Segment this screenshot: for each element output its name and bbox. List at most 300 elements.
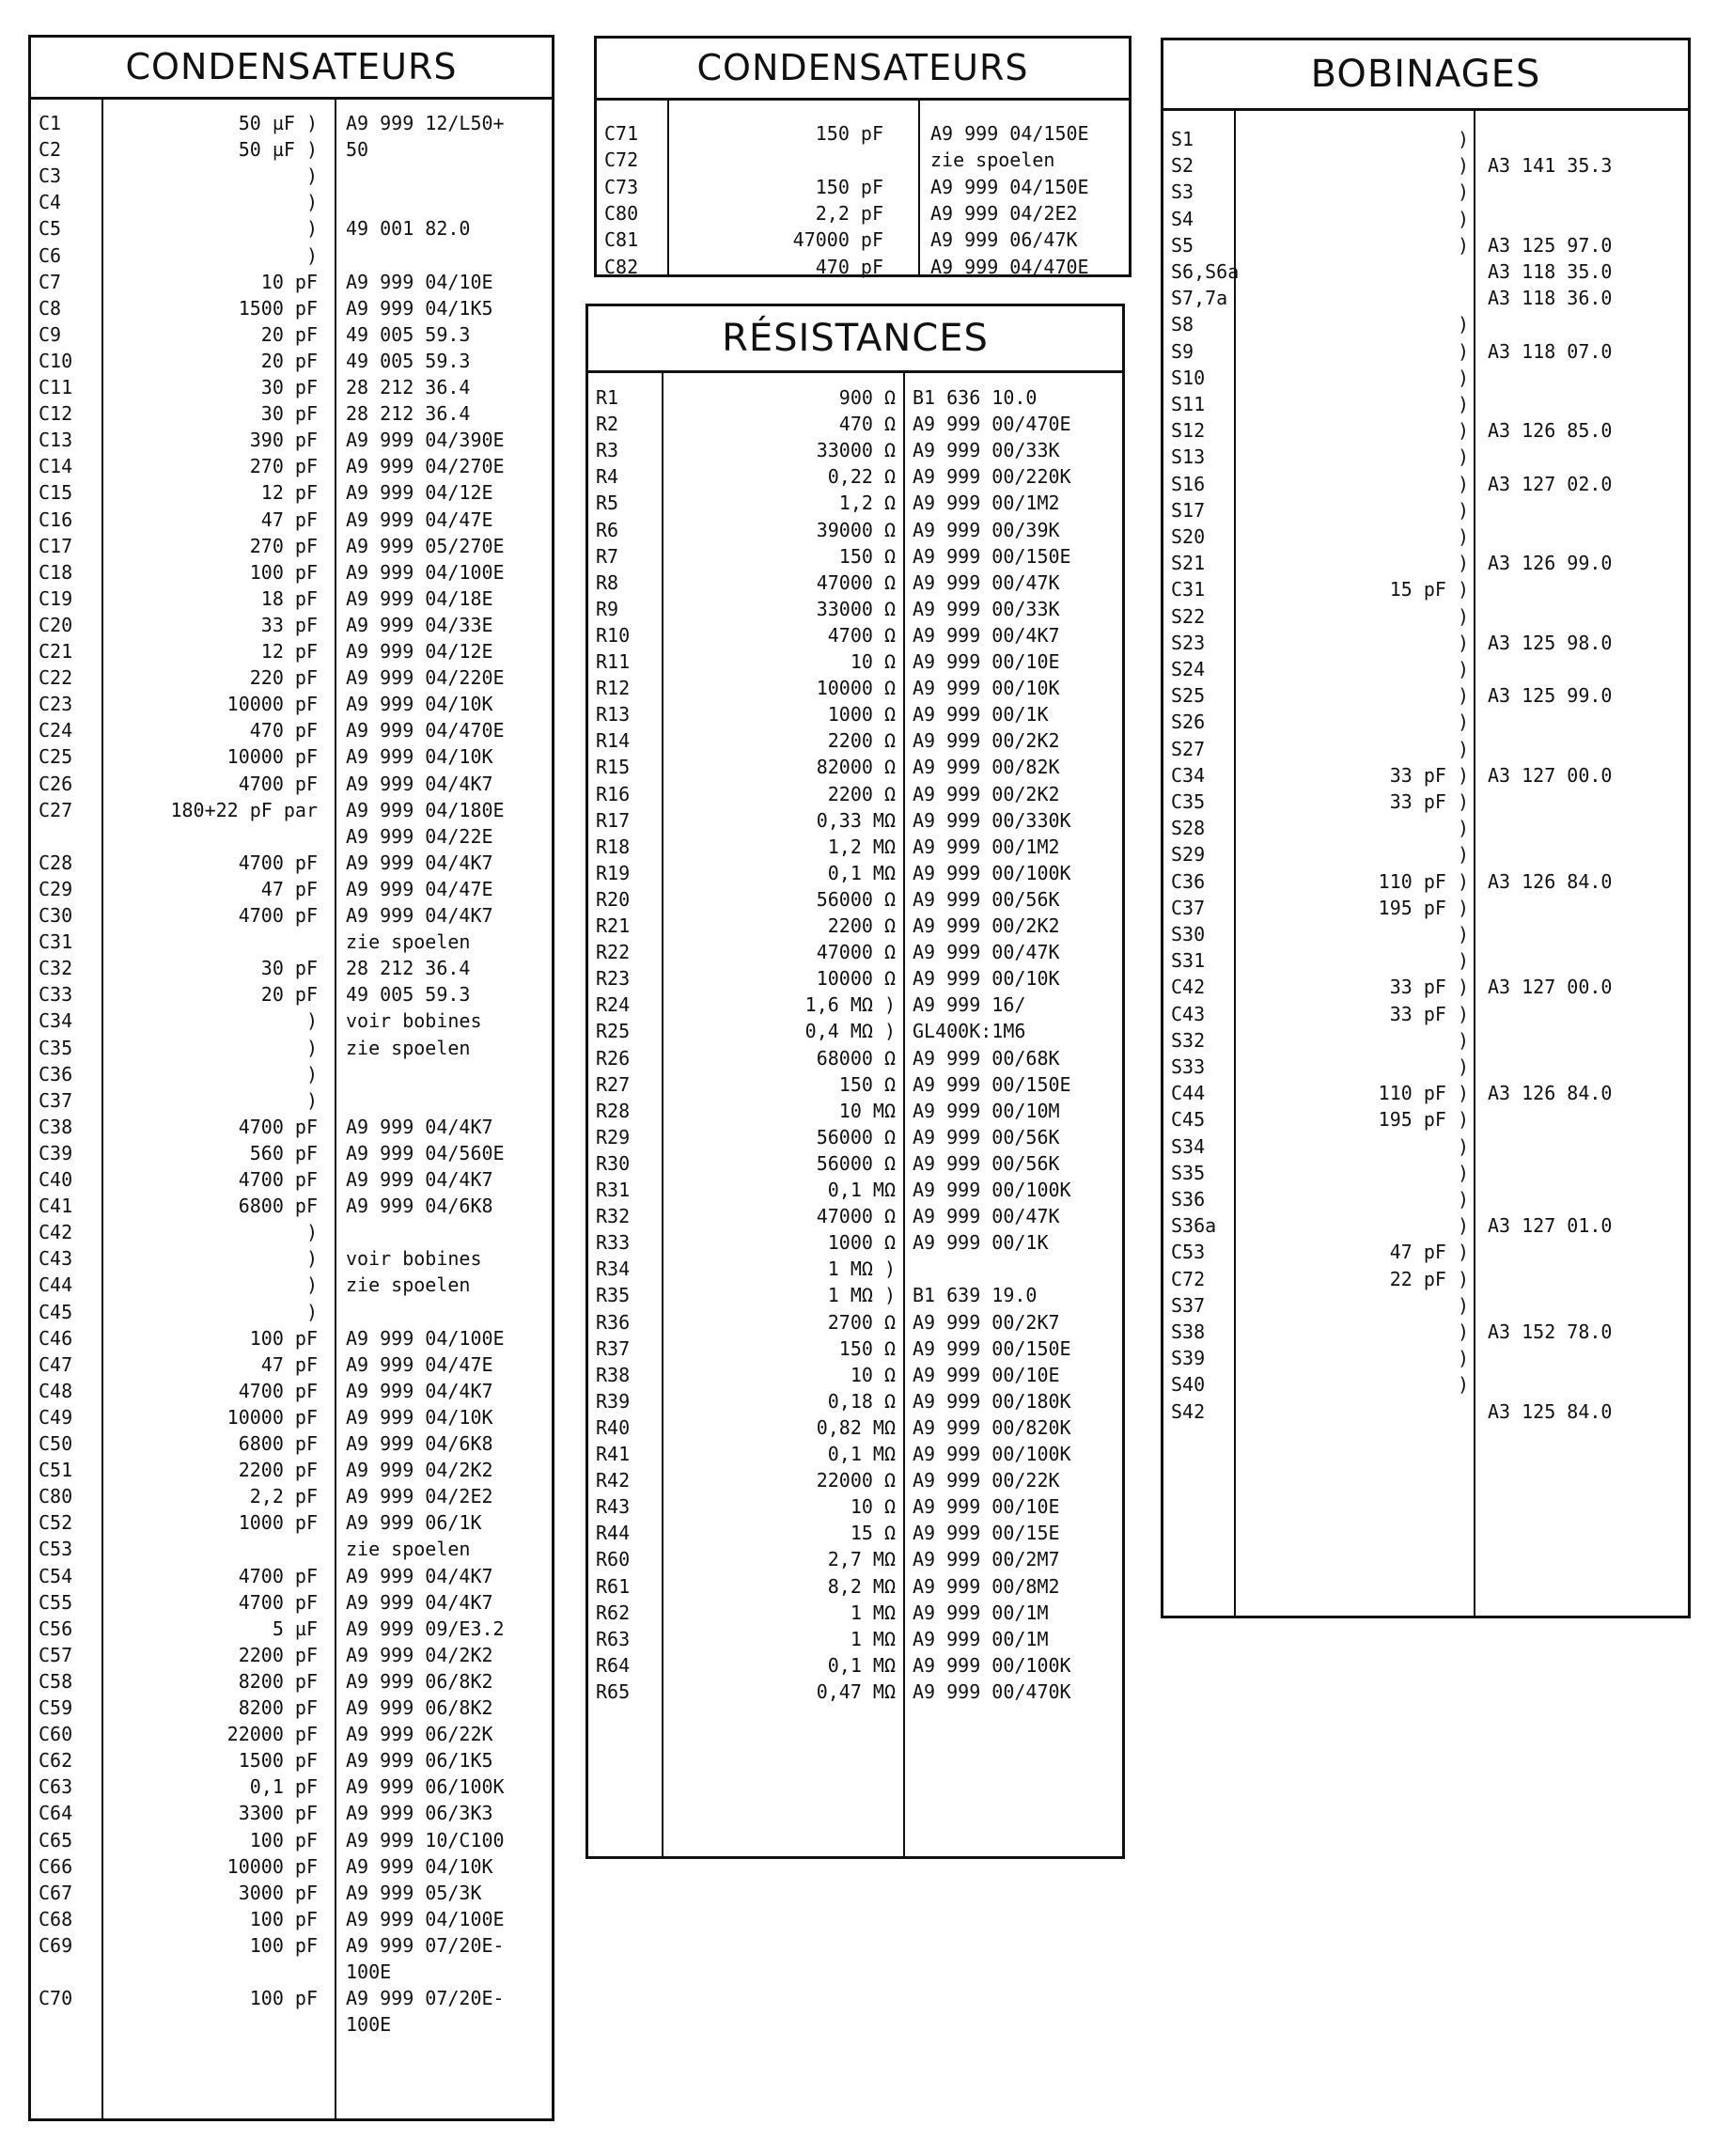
part-number: A9 999 06/100K bbox=[346, 1775, 505, 1799]
component-ref: C45 bbox=[1171, 1108, 1206, 1132]
component-value: 56000 Ω bbox=[816, 1125, 896, 1148]
component-ref: C69 bbox=[39, 1933, 73, 1957]
component-value: 33 pF ) bbox=[1389, 976, 1469, 999]
part-number: zie spoelen bbox=[346, 1273, 471, 1297]
component-ref: R11 bbox=[596, 650, 631, 673]
part-number: voir bobines bbox=[346, 1247, 482, 1271]
bobinages-table bbox=[1161, 38, 1691, 1618]
component-value: 0,1 pF bbox=[249, 1775, 318, 1799]
table-row bbox=[1163, 366, 1688, 391]
part-number: A9 999 06/1K bbox=[346, 1511, 482, 1535]
part-number: A9 999 00/1M bbox=[913, 1627, 1049, 1650]
component-value: 47000 Ω bbox=[816, 570, 896, 594]
component-ref: C31 bbox=[39, 930, 73, 954]
table-row bbox=[588, 1336, 1122, 1362]
component-ref: C4 bbox=[39, 191, 62, 214]
table-row bbox=[31, 1986, 552, 2011]
component-ref: C68 bbox=[39, 1907, 73, 1930]
part-number: A9 999 04/2E2 bbox=[930, 201, 1078, 225]
table-row bbox=[31, 1273, 552, 1298]
component-ref: C28 bbox=[39, 851, 73, 874]
part-number: 50 bbox=[346, 138, 369, 162]
component-ref: C66 bbox=[39, 1854, 73, 1878]
part-number: A9 999 00/4K7 bbox=[913, 623, 1060, 647]
part-number: A9 999 06/1K5 bbox=[346, 1749, 493, 1773]
component-ref: C49 bbox=[39, 1405, 73, 1429]
table-row bbox=[588, 782, 1122, 807]
table-row bbox=[588, 491, 1122, 516]
table-row bbox=[1163, 259, 1688, 285]
component-ref: R29 bbox=[596, 1125, 631, 1148]
component-ref: R40 bbox=[596, 1415, 631, 1439]
component-ref: C45 bbox=[39, 1300, 73, 1323]
part-number: 28 212 36.4 bbox=[346, 402, 471, 426]
table-row bbox=[1163, 948, 1688, 974]
part-number: A9 999 00/820K bbox=[913, 1415, 1071, 1439]
part-number: A3 127 00.0 bbox=[1488, 763, 1613, 787]
part-number: A3 127 02.0 bbox=[1488, 472, 1613, 495]
component-value: 50 µF ) bbox=[238, 112, 318, 134]
component-value: ) bbox=[1457, 1055, 1469, 1078]
table-row bbox=[1163, 1081, 1688, 1106]
component-ref: S6,S6a bbox=[1171, 260, 1240, 283]
part-number: A9 999 04/180E bbox=[346, 798, 505, 821]
table-row bbox=[1163, 657, 1688, 682]
component-ref: C65 bbox=[39, 1828, 73, 1851]
component-value: 4700 pF bbox=[238, 851, 318, 874]
component-ref: C43 bbox=[1171, 1002, 1206, 1025]
component-value: ) bbox=[305, 217, 318, 241]
table-row bbox=[588, 1204, 1122, 1229]
component-ref: C44 bbox=[1171, 1082, 1206, 1105]
component-ref: R13 bbox=[596, 703, 631, 726]
table-row bbox=[31, 1537, 552, 1562]
table-row bbox=[1163, 1002, 1688, 1027]
part-number: A9 999 05/3K bbox=[346, 1881, 482, 1904]
component-ref: C27 bbox=[39, 798, 73, 821]
part-number: A9 999 04/10K bbox=[346, 745, 493, 769]
part-number: A9 999 04/47E bbox=[346, 877, 493, 900]
part-number: A9 999 00/100K bbox=[913, 1179, 1071, 1201]
component-value: 220 pF bbox=[249, 666, 318, 690]
table-row bbox=[31, 1933, 552, 1959]
table-row bbox=[31, 1564, 552, 1589]
component-ref: S13 bbox=[1171, 445, 1206, 469]
part-number: A9 999 04/150E bbox=[930, 122, 1089, 145]
component-value: 1 MΩ ) bbox=[827, 1258, 896, 1281]
table-row bbox=[31, 164, 552, 189]
component-value: ) bbox=[305, 164, 318, 188]
component-value: ) bbox=[1457, 684, 1469, 708]
component-ref: C35 bbox=[1171, 790, 1206, 813]
part-number: A9 999 00/2K7 bbox=[913, 1310, 1060, 1334]
component-value: ) bbox=[305, 1300, 318, 1323]
component-ref: C5 bbox=[39, 217, 62, 241]
part-number: A9 999 00/47K bbox=[913, 1205, 1060, 1228]
component-value: 2,2 pF bbox=[249, 1485, 318, 1508]
component-ref: C32 bbox=[39, 957, 73, 980]
table-row bbox=[1163, 1399, 1688, 1425]
table-row bbox=[1163, 1346, 1688, 1371]
table-row bbox=[1163, 1187, 1688, 1212]
component-ref: S24 bbox=[1171, 658, 1206, 680]
part-number: B1 639 19.0 bbox=[913, 1284, 1038, 1307]
component-value: 15 pF ) bbox=[1389, 578, 1469, 601]
component-ref: C63 bbox=[39, 1775, 73, 1799]
table-row bbox=[31, 1960, 552, 1985]
component-ref: R43 bbox=[596, 1495, 631, 1519]
component-value: ) bbox=[305, 1036, 318, 1059]
table-row bbox=[1163, 207, 1688, 232]
component-ref: R21 bbox=[596, 914, 631, 937]
component-value: 0,1 MΩ bbox=[827, 861, 896, 884]
component-ref: S38 bbox=[1171, 1320, 1206, 1343]
part-number: A9 999 00/10M bbox=[913, 1099, 1060, 1122]
table-row bbox=[1163, 1161, 1688, 1186]
table-row bbox=[1163, 1267, 1688, 1292]
table-row bbox=[588, 1627, 1122, 1652]
table-row bbox=[31, 772, 552, 797]
part-number: A9 999 04/4K7 bbox=[346, 772, 493, 795]
component-value: 900 Ω bbox=[838, 386, 896, 409]
part-number: A9 999 04/100E bbox=[346, 560, 505, 584]
component-ref: C46 bbox=[39, 1326, 73, 1350]
table-row bbox=[1163, 922, 1688, 947]
component-value: 470 Ω bbox=[838, 413, 896, 436]
part-number: A9 999 00/330K bbox=[913, 808, 1071, 832]
component-value: 10000 pF bbox=[226, 745, 318, 769]
table-row bbox=[1163, 233, 1688, 258]
table-row bbox=[1163, 1320, 1688, 1345]
part-number: A9 999 06/47K bbox=[930, 228, 1078, 252]
table-row bbox=[31, 216, 552, 242]
component-value: ) bbox=[1457, 1347, 1469, 1370]
part-number: A9 999 04/150E bbox=[930, 175, 1089, 198]
component-ref: C40 bbox=[39, 1168, 73, 1191]
component-value: ) bbox=[305, 1247, 318, 1271]
table-row bbox=[1163, 1134, 1688, 1160]
component-value: 0,82 MΩ bbox=[816, 1415, 896, 1439]
component-ref: S37 bbox=[1171, 1293, 1206, 1317]
table-row bbox=[31, 1695, 552, 1721]
component-value: 68000 Ω bbox=[816, 1046, 896, 1070]
part-number: A9 999 04/10E bbox=[346, 270, 493, 293]
component-value: 47 pF bbox=[260, 877, 318, 900]
part-number: A9 999 04/33E bbox=[346, 613, 493, 636]
table-row bbox=[31, 1352, 552, 1378]
component-ref: S36a bbox=[1171, 1214, 1217, 1238]
component-value: 47000 pF bbox=[792, 228, 883, 252]
component-ref: C25 bbox=[39, 745, 73, 769]
condensateurs-main-table bbox=[28, 35, 554, 2121]
component-ref: R39 bbox=[596, 1389, 631, 1413]
component-ref: C31 bbox=[1171, 578, 1206, 601]
table-row bbox=[1163, 445, 1688, 470]
component-ref: C73 bbox=[604, 175, 639, 198]
table-row bbox=[588, 544, 1122, 570]
component-ref: R10 bbox=[596, 623, 631, 647]
table-row bbox=[31, 798, 552, 823]
component-value: 2200 pF bbox=[238, 1459, 318, 1482]
table-row bbox=[31, 1008, 552, 1034]
component-ref: C38 bbox=[39, 1115, 73, 1138]
component-ref: R8 bbox=[596, 570, 619, 594]
table-row bbox=[1163, 1213, 1688, 1239]
part-number: A3 127 01.0 bbox=[1488, 1214, 1613, 1238]
table-row bbox=[1163, 683, 1688, 709]
component-ref: C34 bbox=[39, 1009, 73, 1033]
component-ref: C23 bbox=[39, 693, 73, 716]
table-row bbox=[1163, 604, 1688, 630]
component-value: 33000 Ω bbox=[816, 439, 896, 462]
part-number: A3 118 07.0 bbox=[1488, 339, 1613, 363]
component-value: ) bbox=[1457, 180, 1469, 204]
component-ref: S22 bbox=[1171, 604, 1206, 628]
component-ref: S21 bbox=[1171, 552, 1206, 575]
part-number: A9 999 00/10E bbox=[913, 1495, 1060, 1519]
part-number: A9 999 00/180K bbox=[913, 1389, 1071, 1413]
part-number: A9 999 04/470E bbox=[346, 719, 505, 742]
component-value: 4700 pF bbox=[238, 1564, 318, 1587]
component-ref: C58 bbox=[39, 1669, 73, 1693]
component-ref: S16 bbox=[1171, 472, 1206, 495]
part-number: A9 999 04/47E bbox=[346, 1352, 493, 1376]
table-row bbox=[31, 930, 552, 955]
table-row bbox=[588, 438, 1122, 463]
component-ref: R7 bbox=[596, 544, 619, 568]
table-row bbox=[31, 375, 552, 400]
component-ref: C42 bbox=[1171, 976, 1206, 999]
component-value: 2200 pF bbox=[238, 1643, 318, 1666]
component-value: 12 pF bbox=[260, 640, 318, 663]
component-ref: S31 bbox=[1171, 949, 1206, 973]
part-number: A9 999 04/470E bbox=[930, 255, 1089, 278]
component-value: 4700 pF bbox=[238, 1379, 318, 1402]
component-ref: S34 bbox=[1171, 1134, 1206, 1158]
table-row bbox=[588, 808, 1122, 834]
component-value: 12 pF bbox=[260, 481, 318, 505]
table-row bbox=[588, 966, 1122, 992]
table-row bbox=[31, 613, 552, 638]
table-row bbox=[1163, 127, 1688, 152]
table-row bbox=[31, 1326, 552, 1351]
component-ref: R1 bbox=[596, 386, 619, 409]
component-value: 100 pF bbox=[249, 1933, 318, 1957]
table-row bbox=[1163, 631, 1688, 656]
table-row bbox=[1163, 869, 1688, 895]
part-number: A9 999 00/100K bbox=[913, 861, 1071, 884]
component-value: ) bbox=[1457, 604, 1469, 628]
component-ref: S26 bbox=[1171, 711, 1206, 734]
table-row bbox=[588, 940, 1122, 965]
component-ref: C53 bbox=[39, 1538, 73, 1561]
part-number: A9 999 00/56K bbox=[913, 887, 1060, 911]
component-value: ) bbox=[1457, 923, 1469, 945]
part-number: A9 999 06/8K2 bbox=[346, 1696, 493, 1719]
table-row bbox=[588, 1178, 1122, 1203]
component-ref: S17 bbox=[1171, 498, 1206, 522]
component-ref: S3 bbox=[1171, 180, 1194, 204]
component-ref: C54 bbox=[39, 1564, 73, 1587]
component-value: 470 pF bbox=[249, 719, 318, 742]
component-value: 195 pF ) bbox=[1378, 1108, 1469, 1132]
part-number: A3 125 84.0 bbox=[1488, 1399, 1613, 1423]
component-value: ) bbox=[1457, 472, 1469, 495]
component-ref: S8 bbox=[1171, 313, 1194, 336]
component-ref: C15 bbox=[39, 481, 73, 505]
component-value: ) bbox=[305, 1062, 318, 1086]
component-value: 33 pF ) bbox=[1389, 763, 1469, 787]
component-value: 0,4 MΩ ) bbox=[804, 1020, 896, 1043]
component-value: ) bbox=[1457, 1028, 1469, 1052]
table-row bbox=[31, 296, 552, 321]
part-number: A9 999 00/10K bbox=[913, 967, 1060, 991]
component-value: ) bbox=[1457, 339, 1469, 363]
component-ref: C55 bbox=[39, 1590, 73, 1614]
table-row bbox=[588, 1679, 1122, 1705]
component-ref: C14 bbox=[39, 455, 73, 478]
part-number: 28 212 36.4 bbox=[346, 376, 471, 398]
component-value: ) bbox=[1457, 366, 1469, 389]
component-ref: C12 bbox=[39, 402, 73, 426]
component-value: ) bbox=[305, 1009, 318, 1033]
table-row bbox=[588, 676, 1122, 701]
table-row bbox=[31, 428, 552, 453]
table-row bbox=[31, 1220, 552, 1245]
table-row bbox=[31, 480, 552, 506]
component-ref: S30 bbox=[1171, 923, 1206, 945]
table-row bbox=[588, 1230, 1122, 1256]
component-ref: R65 bbox=[596, 1679, 631, 1703]
part-number: A9 999 00/56K bbox=[913, 1125, 1060, 1148]
component-ref: C34 bbox=[1171, 763, 1206, 787]
part-number: A9 999 00/1M bbox=[913, 1601, 1049, 1624]
table-row bbox=[588, 702, 1122, 727]
component-ref: C17 bbox=[39, 534, 73, 557]
part-number: A9 999 00/10E bbox=[913, 650, 1060, 673]
component-value: 22000 Ω bbox=[816, 1469, 896, 1492]
component-value: 390 pF bbox=[249, 429, 318, 452]
part-number: A9 999 00/2K2 bbox=[913, 729, 1060, 753]
component-ref: C8 bbox=[39, 296, 62, 320]
part-number: A9 999 00/8M2 bbox=[913, 1574, 1060, 1598]
table-row bbox=[588, 1442, 1122, 1467]
component-value: ) bbox=[1457, 207, 1469, 230]
part-number: A9 999 00/100K bbox=[913, 1653, 1071, 1677]
component-value: 20 pF bbox=[260, 983, 318, 1007]
component-value: 33 pF ) bbox=[1389, 1002, 1469, 1025]
table-row bbox=[588, 1653, 1122, 1679]
component-ref: C47 bbox=[39, 1352, 73, 1376]
part-number: voir bobines bbox=[346, 1009, 482, 1033]
component-ref: R6 bbox=[596, 518, 619, 541]
component-value: 47 pF bbox=[260, 1352, 318, 1376]
table-row bbox=[1163, 1240, 1688, 1265]
part-number: A9 999 16/ bbox=[913, 993, 1026, 1017]
component-ref: S20 bbox=[1171, 525, 1206, 548]
component-value: 100 pF bbox=[249, 1326, 318, 1350]
part-number: A9 999 00/2K2 bbox=[913, 782, 1060, 805]
component-ref: C80 bbox=[604, 201, 639, 225]
component-value: 1000 Ω bbox=[827, 703, 896, 726]
component-value: ) bbox=[1457, 631, 1469, 654]
component-ref: S35 bbox=[1171, 1161, 1206, 1184]
component-ref: C36 bbox=[39, 1062, 73, 1086]
component-value: ) bbox=[1457, 1320, 1469, 1343]
part-number: A9 999 00/1K bbox=[913, 703, 1049, 726]
component-value: 10 pF bbox=[260, 270, 318, 293]
table-row bbox=[31, 1115, 552, 1140]
table-row bbox=[588, 412, 1122, 437]
part-number: A9 999 00/1M2 bbox=[913, 492, 1060, 515]
component-ref: S40 bbox=[1171, 1373, 1206, 1397]
component-value: 10 Ω bbox=[850, 1363, 896, 1386]
component-ref: R33 bbox=[596, 1231, 631, 1255]
part-number: A3 118 35.0 bbox=[1488, 260, 1613, 283]
table-row bbox=[31, 111, 552, 136]
component-ref: C13 bbox=[39, 429, 73, 452]
component-value: ) bbox=[1457, 313, 1469, 336]
component-value: 10000 pF bbox=[226, 1405, 318, 1429]
component-value: ) bbox=[1457, 843, 1469, 867]
table-row bbox=[588, 1389, 1122, 1414]
component-value: 2200 Ω bbox=[827, 729, 896, 753]
table-row bbox=[588, 1547, 1122, 1572]
table-row bbox=[31, 1062, 552, 1087]
component-ref: S32 bbox=[1171, 1028, 1206, 1052]
component-ref: C81 bbox=[604, 228, 639, 252]
table-row bbox=[588, 914, 1122, 939]
table-row bbox=[588, 570, 1122, 596]
part-number: A9 999 00/470K bbox=[913, 1679, 1071, 1703]
part-number: A9 999 06/22K bbox=[346, 1723, 493, 1746]
table-row bbox=[588, 1151, 1122, 1177]
table-row bbox=[588, 1019, 1122, 1044]
table-row bbox=[31, 190, 552, 215]
component-ref: R60 bbox=[596, 1548, 631, 1571]
component-value: ) bbox=[305, 191, 318, 214]
part-number: A3 125 97.0 bbox=[1488, 233, 1613, 257]
component-value: 20 pF bbox=[260, 322, 318, 346]
part-number: A9 999 00/39K bbox=[913, 518, 1060, 541]
component-ref: R2 bbox=[596, 413, 619, 436]
component-ref: S11 bbox=[1171, 393, 1206, 415]
component-value: 100 pF bbox=[249, 1907, 318, 1930]
component-ref: C6 bbox=[39, 243, 62, 267]
component-ref: C29 bbox=[39, 877, 73, 900]
component-ref: S5 bbox=[1171, 233, 1194, 257]
component-ref: R36 bbox=[596, 1310, 631, 1334]
component-ref: C70 bbox=[39, 1987, 73, 2010]
component-value: 15 Ω bbox=[850, 1522, 896, 1545]
component-ref: C48 bbox=[39, 1379, 73, 1402]
part-number: A9 999 04/4K7 bbox=[346, 1115, 493, 1138]
table-row bbox=[31, 137, 552, 163]
table-row bbox=[31, 744, 552, 770]
component-value: 30 pF bbox=[260, 376, 318, 398]
component-ref: S23 bbox=[1171, 631, 1206, 654]
part-number: A9 999 04/10K bbox=[346, 1854, 493, 1878]
table-row bbox=[31, 903, 552, 929]
component-ref: C56 bbox=[39, 1617, 73, 1640]
component-value: 33 pF ) bbox=[1389, 790, 1469, 813]
part-number: A9 999 04/47E bbox=[346, 508, 493, 531]
component-ref: S33 bbox=[1171, 1055, 1206, 1078]
component-ref: R9 bbox=[596, 597, 619, 620]
component-ref: C1 bbox=[39, 112, 62, 134]
component-value: ) bbox=[1457, 154, 1469, 178]
component-value: ) bbox=[305, 1221, 318, 1244]
